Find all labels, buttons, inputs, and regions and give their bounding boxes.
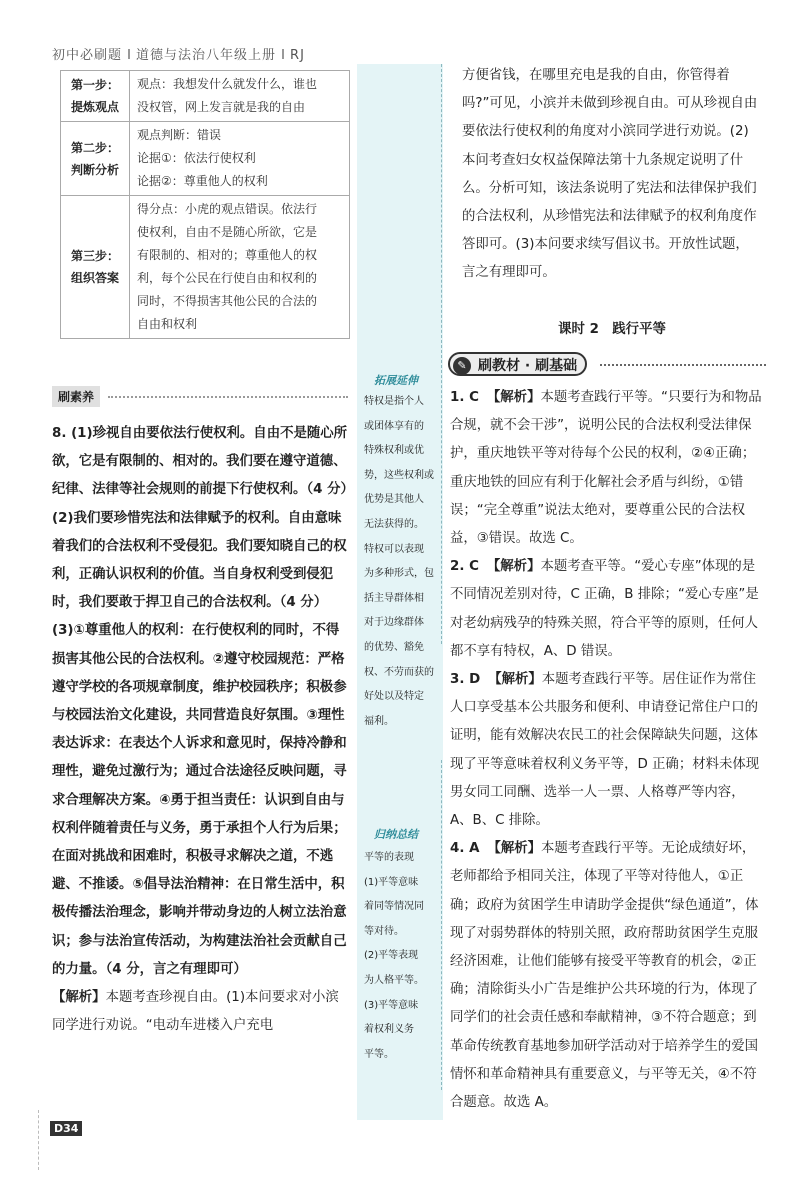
corner-rule <box>38 1110 44 1170</box>
step-value <box>130 196 350 339</box>
sidebar-line: (1)平等意味 <box>364 876 419 888</box>
step-key <box>61 122 130 196</box>
step-row <box>61 71 350 122</box>
q8-part-1: 8. (1)珍视自由要依法行使权利。自由不是随心所欲，它是有限制的、相对的。我们要在遵守道德、纪律、法律等社会规则的前提下行使权利。（4 分） <box>52 426 354 498</box>
sidebar-line: 好处以及特定 <box>364 691 424 703</box>
right-column-top <box>462 62 762 288</box>
sidebar-line: 着同等情况同 <box>364 901 424 913</box>
step-line: 观点判断：错误 <box>137 128 222 142</box>
step-line: 观点：我想发什么就发什么，谁也 <box>137 77 318 91</box>
analysis-label: 【解析】 <box>486 559 541 575</box>
book-title: 初中必刷题 <box>52 48 123 63</box>
step-2-key-b: 判断分析 <box>70 162 119 177</box>
step-line: 论据①：依法行使权利 <box>137 151 256 165</box>
answer-analysis: 本题考查践行平等。无论成绩好坏，老师都给予相同关注，体现了平等对待他人，①正确；政府为贫困学生申请助学金提供“绿色通道”，体现了对弱势群体的特别关照，政府帮助贫困学生克服经济困难，让他们能够有接受平等教育的机会，②正确；清除街头小广告是维护公共环境的行为，体现了同学们的社会责任感和奉献精神，③不符合题意；到革命传统教育基地参加研学活动对于培养学生的爱国情怀和革命精神具有重要意义，与平等无关，④不符合题意。故选 A。 <box>450 841 759 1111</box>
sidebar-line: (2)平等表现 <box>364 950 419 962</box>
sidebar-line: 优势是其他人 <box>364 494 424 506</box>
pencil-icon: ✎ <box>453 357 471 375</box>
sidebar-line: 特权可以表现 <box>364 543 424 555</box>
analysis-label: 【解析】 <box>52 990 106 1006</box>
analysis-label: 【解析】 <box>488 672 542 688</box>
answer-item <box>450 835 764 1117</box>
step-line: 同时，不得损害其他公民的合法的 <box>137 294 318 308</box>
answer-choice: 4. A <box>450 841 480 857</box>
sidebar-line: 括主导群体相 <box>364 592 424 604</box>
sidebar-line: 权、不劳而获的 <box>364 666 434 678</box>
q8-part-2: (2)我们要珍惜宪法和法律赋予的权利。自由意味着我们的合法权利不受侵犯。我们要知晓自己的权利，正确认识权利的价值。当自身权利受到侵犯时，我们要敢于捍卫自己的合法权利。（4 分） <box>52 510 347 611</box>
answer-choice: 3. D <box>450 672 481 688</box>
sidebar-line: 着权利义务 <box>364 1024 414 1036</box>
sidebar-box-2-text <box>364 846 440 1067</box>
answers-list <box>450 384 764 1117</box>
answer-item <box>450 384 764 553</box>
sidebar-line: 为人格平等。 <box>364 974 424 986</box>
analysis-label: 【解析】 <box>486 390 541 405</box>
analysis-text: 本题考查珍视自由。(1)本问要求对小滨同学进行劝说。“电动车进楼入户充电 <box>52 990 339 1034</box>
sidebar-divider <box>441 64 442 644</box>
step-3-key-a: 第三步： <box>70 249 119 263</box>
step-1-key-a: 第一步： <box>70 78 119 92</box>
page-number: D34 <box>50 1121 82 1136</box>
sidebar-line: 福利。 <box>364 715 394 727</box>
step-3-key-b: 组织答案 <box>70 271 119 285</box>
step-line: 没权管，网上发言就是我的自由 <box>137 100 306 114</box>
step-line: 使权利，自由不是随心所欲，它是 <box>137 225 318 239</box>
step-value <box>130 122 350 196</box>
sidebar-line: 平等的表现 <box>364 852 414 863</box>
sidebar-line: 对于边缘群体 <box>364 617 424 629</box>
sidebar-line: 的优势、豁免 <box>364 641 424 653</box>
answer-analysis: 本题考查践行平等。居住证作为常住人口享受基本公共服务和便利、申请登记常住户口的证明，能有效解决农民工的社会保障缺失问题，这体现了平等意味着权利义务平等，D 正确；材料未体现男女同工同酬、选举一人一票、人格尊严等内容，A、B、C 排除。 <box>450 672 760 829</box>
answer-choice: 1. C <box>450 390 479 405</box>
step-value <box>130 71 350 122</box>
answer-choice: 2. C <box>450 559 479 575</box>
header-divider <box>128 49 130 59</box>
section-tag: 刷素养 <box>52 386 100 407</box>
step-line: 自由和权利 <box>137 317 198 331</box>
q8-part-3: (3)①尊重他人的权利：在行使权利的同时，不得损害其他公民的合法权利。②遵守校园规范：严格遵守学校的各项规章制度，维护校园秩序；积极参与校园法治文化建设，共同营造良好氛围。③理性表达诉求：在表达个人诉求和意见时，保持冷静和理性，避免过激行为；通过合法途径反映问题，寻求合理解决方案。④勇于担当责任：认识到自由与权利伴随着责任与义务，勇于承担个人行为后果；在面对挑战和困难时，积极寻求解决之道，不逃避、不推诿。⑤倡导法治精神：在日常生活中，积极传播法治理念，影响并带动身边的人树立法治意识；参与法治宣传活动，为构建法治社会贡献自己的力量。（4 分，言之有理即可） <box>52 623 347 977</box>
sidebar-box-1-title: 拓展延伸 <box>374 374 418 387</box>
steps-table <box>60 70 350 339</box>
answer-item <box>450 553 764 666</box>
step-line: 得分点：小虎的观点错误。依法行 <box>137 202 318 216</box>
sidebar-line: 势，这些权利或 <box>364 469 434 481</box>
lesson-title: 课时 2 践行平等 <box>558 322 666 337</box>
header-divider <box>282 49 284 59</box>
q8-analysis-continued: 方便省钱，在哪里充电是我的自由，你管得着吗?”可见，小滨并未做到珍视自由。可从珍视自由要依法行使权利的角度对小滨同学进行劝说。(2)本问考查妇女权益保障法第十九条规定说明了什么。分析可知，该法条说明了宪法和法律保护我们的合法权利，从珍惜宪法和法律赋予的权利角度作答即可。(3)本问要求续写倡议书。开放性试题，言之有理即可。 <box>462 68 758 281</box>
sidebar-box-1-text <box>364 390 440 734</box>
section-title <box>52 386 348 408</box>
sidebar-line: 为多种形式，包 <box>364 568 434 580</box>
edition-label: RJ <box>290 48 305 63</box>
dotted-rule <box>108 396 348 398</box>
sidebar-line: 或团体享有的 <box>364 420 424 432</box>
answer-item <box>450 666 764 835</box>
brush-title: 刷教材 · 刷基础 <box>478 358 578 374</box>
step-row <box>61 196 350 339</box>
step-1-key-b: 提炼观点 <box>70 100 119 114</box>
sidebar-line: 特殊权利或优 <box>364 445 424 457</box>
sidebar-line: (3)平等意味 <box>364 999 419 1011</box>
sidebar-line: 平等。 <box>364 1048 394 1060</box>
brush-section-header <box>448 352 766 378</box>
answer-analysis: 本题考查平等。“爱心专座”体现的是不同情况差别对待，C 正确，B 排除；“爱心专座”是对老幼病残孕的特殊关照，符合平等的原则，任何人都不享有特权，A、D 错误。 <box>450 559 759 659</box>
step-2-key-a: 第二步： <box>70 140 119 155</box>
sidebar-box-2-title: 归纳总结 <box>374 828 418 841</box>
sidebar-line: 无法获得的。 <box>364 518 424 530</box>
dotted-rule <box>600 364 766 366</box>
brush-tag <box>448 352 587 376</box>
question-8-answer <box>52 420 352 1040</box>
sidebar-line: 特权是指个人 <box>364 396 424 407</box>
analysis-label: 【解析】 <box>487 841 541 857</box>
sidebar-divider <box>441 760 442 1090</box>
step-key <box>61 71 130 122</box>
step-key <box>61 196 130 339</box>
step-line: 利，每个公民在行使自由和权利的 <box>137 271 318 285</box>
step-line: 有限制的、相对的；尊重他人的权 <box>137 248 318 262</box>
subject-title: 道德与法治八年级上册 <box>136 48 277 63</box>
step-line: 论据②：尊重他人的权利 <box>137 174 268 188</box>
sidebar-line: 等对待。 <box>364 925 404 937</box>
step-row <box>61 122 350 196</box>
page-header <box>52 44 305 63</box>
answer-analysis: 本题考查践行平等。“只要行为和物品合规，就不会干涉”，说明公民的合法权利受法律保护，重庆地铁平等对待每个公民的权利，②④正确；重庆地铁的回应有利于化解社会矛盾与纠纷，①错误；“完全尊重”说法太绝对，要尊重公民的合法权益，③错误。故选 C。 <box>450 390 762 547</box>
q8-analysis <box>52 984 352 1040</box>
